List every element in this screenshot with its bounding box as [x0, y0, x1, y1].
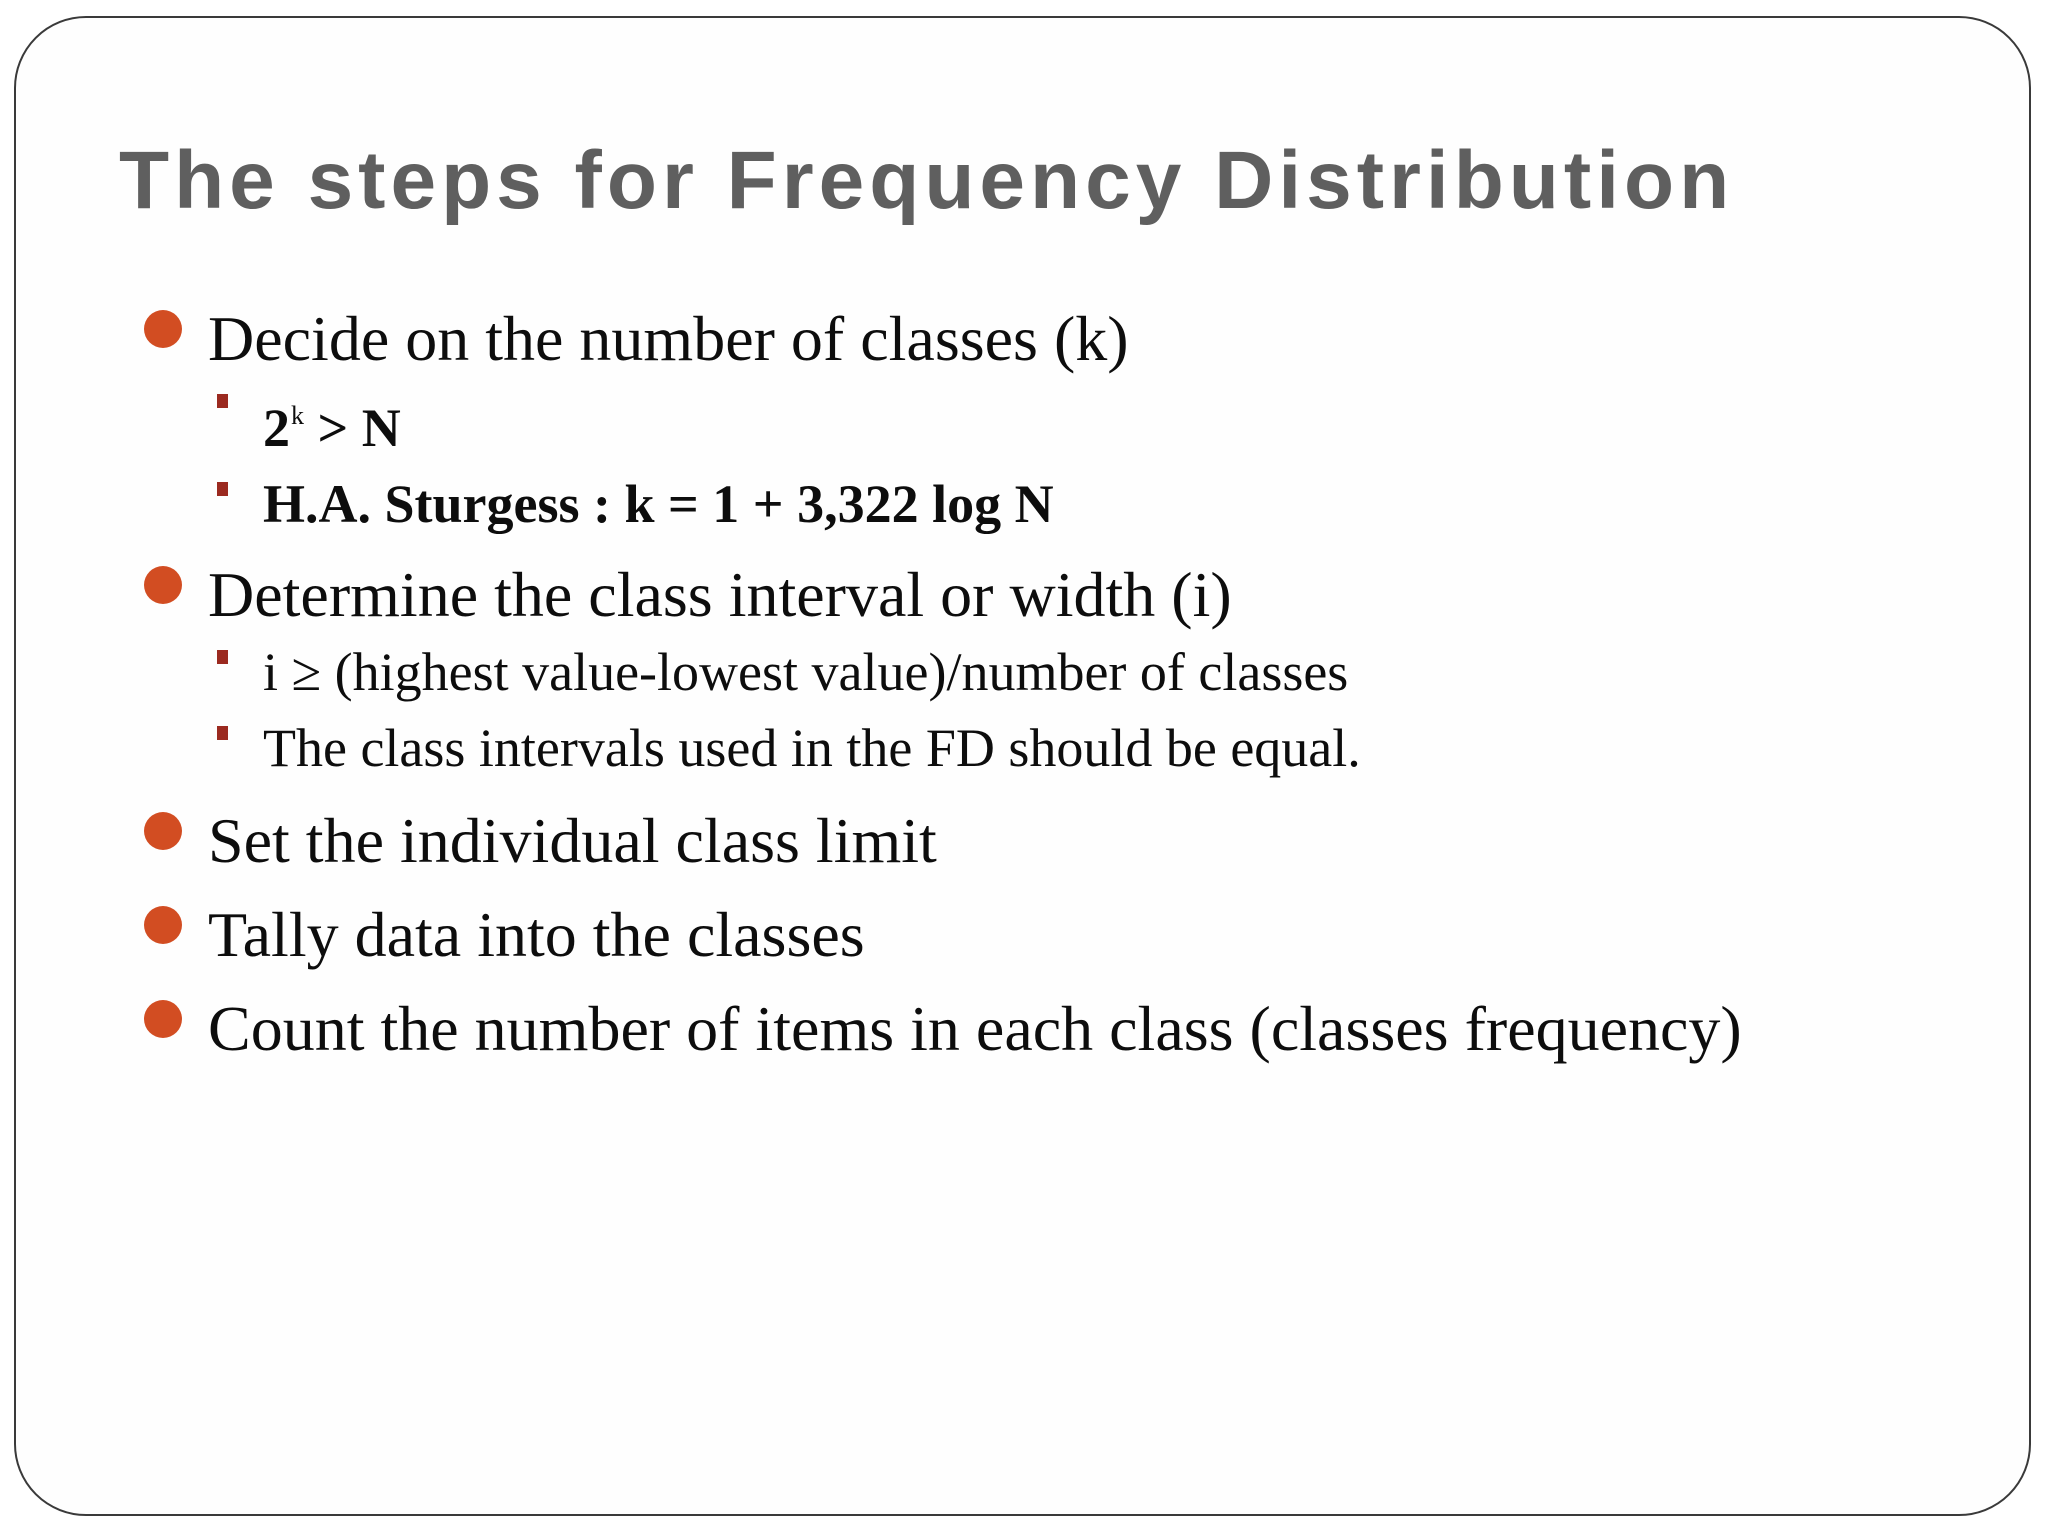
- list-item-count: [142, 990, 2002, 1068]
- sub-item-text: The class intervals used in the FD should be equal.: [263, 718, 1361, 778]
- formula-rest: > N: [304, 398, 401, 458]
- bullet-dot-icon: [144, 310, 182, 348]
- list-item-text: Set the individual class limit: [208, 805, 937, 876]
- list-item-text: Determine the class interval or width (i): [208, 559, 1232, 630]
- sub-item-sturgess: [142, 466, 2002, 542]
- slide-frame: [14, 16, 2031, 1516]
- bullet-list: [142, 300, 2002, 1068]
- bullet-dot-icon: [144, 906, 182, 944]
- square-bullet-icon: [217, 726, 228, 740]
- list-item-class-interval: [142, 556, 2002, 634]
- list-item-tally: [142, 896, 2002, 974]
- list-item-class-limit: [142, 802, 2002, 880]
- sub-item-text: H.A. Sturgess : k = 1 + 3,322 log N: [263, 474, 1054, 534]
- sub-item-interval-formula: [142, 634, 2002, 710]
- slide-title: The steps for Frequency Distribution: [119, 135, 1735, 226]
- bullet-dot-icon: [144, 1000, 182, 1038]
- list-item-text: Count the number of items in each class (classes frequency): [208, 993, 1742, 1064]
- formula-base: 2: [263, 398, 290, 458]
- bullet-dot-icon: [144, 812, 182, 850]
- square-bullet-icon: [217, 394, 228, 408]
- list-item-decide-classes: [142, 300, 2002, 378]
- list-item-text: Tally data into the classes: [208, 899, 865, 970]
- formula-exponent: k: [291, 401, 304, 430]
- square-bullet-icon: [217, 650, 228, 664]
- sub-item-power-rule: [142, 378, 2002, 466]
- list-item-text: Decide on the number of classes (k): [208, 303, 1129, 374]
- bullet-dot-icon: [144, 566, 182, 604]
- sub-item-equal-intervals: [142, 710, 2002, 786]
- square-bullet-icon: [217, 482, 228, 496]
- sub-item-text: i ≥ (highest value-lowest value)/number of classes: [263, 642, 1349, 702]
